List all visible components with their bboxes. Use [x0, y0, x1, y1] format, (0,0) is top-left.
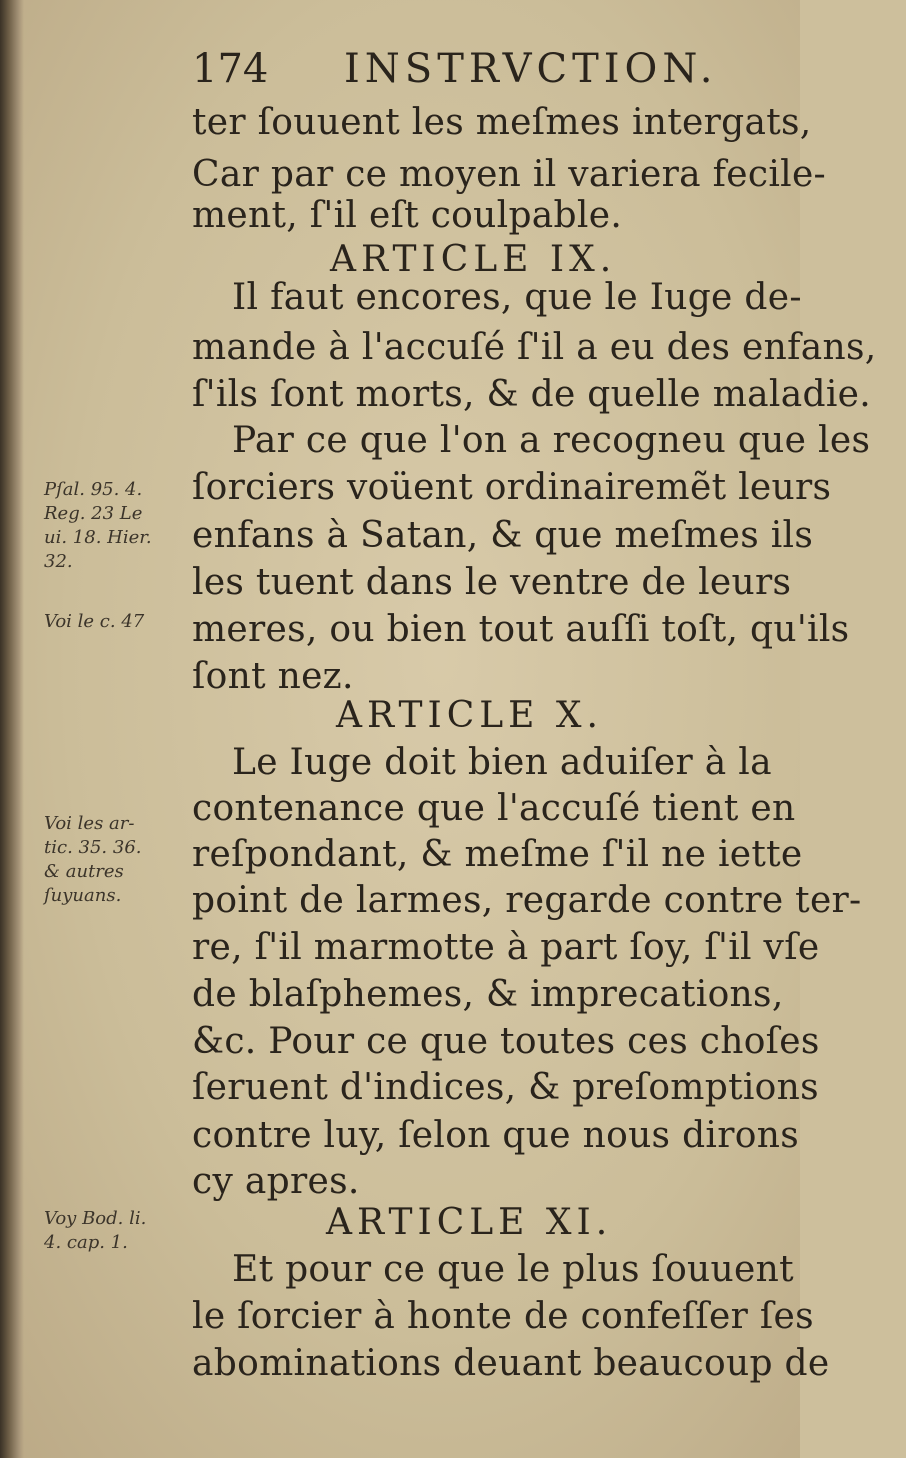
text-line: ſont nez.	[192, 656, 354, 697]
running-header	[192, 44, 752, 94]
text-line: contre luy, ſelon que nous dirons	[192, 1115, 799, 1156]
text-line: contenance que l'accuſé tient en	[192, 788, 796, 829]
text-line: abominations deuant beaucoup de	[192, 1343, 830, 1384]
page-number: 174	[192, 46, 269, 92]
page-gutter	[0, 0, 24, 1458]
text-line: mande à l'accuſé ſ'il a eu des enfans,	[192, 327, 877, 368]
text-line: Le Iuge doit bien aduiſer à la	[232, 742, 772, 783]
text-line: ment, ſ'il eſt coulpable.	[192, 195, 623, 236]
text-line: Et pour ce que le plus ſouuent	[232, 1249, 794, 1290]
margin-note: Voi le c. 47	[44, 611, 145, 632]
text-line: les tuent dans le ventre de leurs	[192, 562, 792, 603]
text-line: ſorciers voüent ordinairemẽt leurs	[192, 467, 832, 508]
text-line: point de larmes, regarde contre ter-	[192, 880, 862, 921]
running-title: INSTRVCTION.	[344, 46, 718, 92]
text-line: meres, ou bien tout auſſi toſt, qu'ils	[192, 609, 850, 650]
text-line: ſ'ils ſont morts, & de quelle maladie.	[192, 374, 871, 415]
article-heading: ARTICLE IX.	[330, 239, 617, 280]
text-line: Par ce que l'on a recogneu que les	[232, 420, 871, 461]
text-line: re, ſ'il marmotte à part ſoy, ſ'il vſe	[192, 927, 820, 968]
text-line: Car par ce moyen il variera fecile-	[192, 154, 827, 195]
margin-note: Voi les ar- tic. 35. 36. & autres ſuyuans.	[44, 813, 142, 906]
text-line: ter ſouuent les meſmes intergats,	[192, 102, 812, 143]
text-line: cy apres.	[192, 1161, 360, 1202]
text-line: ſeruent d'indices, & preſomptions	[192, 1067, 819, 1108]
article-heading: ARTICLE XI.	[326, 1202, 613, 1243]
text-line: reſpondant, & meſme ſ'il ne iette	[192, 834, 803, 875]
margin-note: Pſal. 95. 4. Reg. 23 Le ui. 18. Hier. 32.	[44, 479, 152, 572]
text-line: le ſorcier à honte de confeſſer ſes	[192, 1296, 814, 1337]
text-line: &c. Pour ce que toutes ces choſes	[192, 1021, 820, 1062]
margin-note: Voy Bod. li. 4. cap. 1.	[44, 1208, 147, 1253]
text-line: enfans à Satan, & que meſmes ils	[192, 515, 814, 556]
text-line: de blaſphemes, & imprecations,	[192, 974, 784, 1015]
text-line: Il faut encores, que le Iuge de-	[232, 277, 802, 318]
article-heading: ARTICLE X.	[336, 695, 603, 736]
